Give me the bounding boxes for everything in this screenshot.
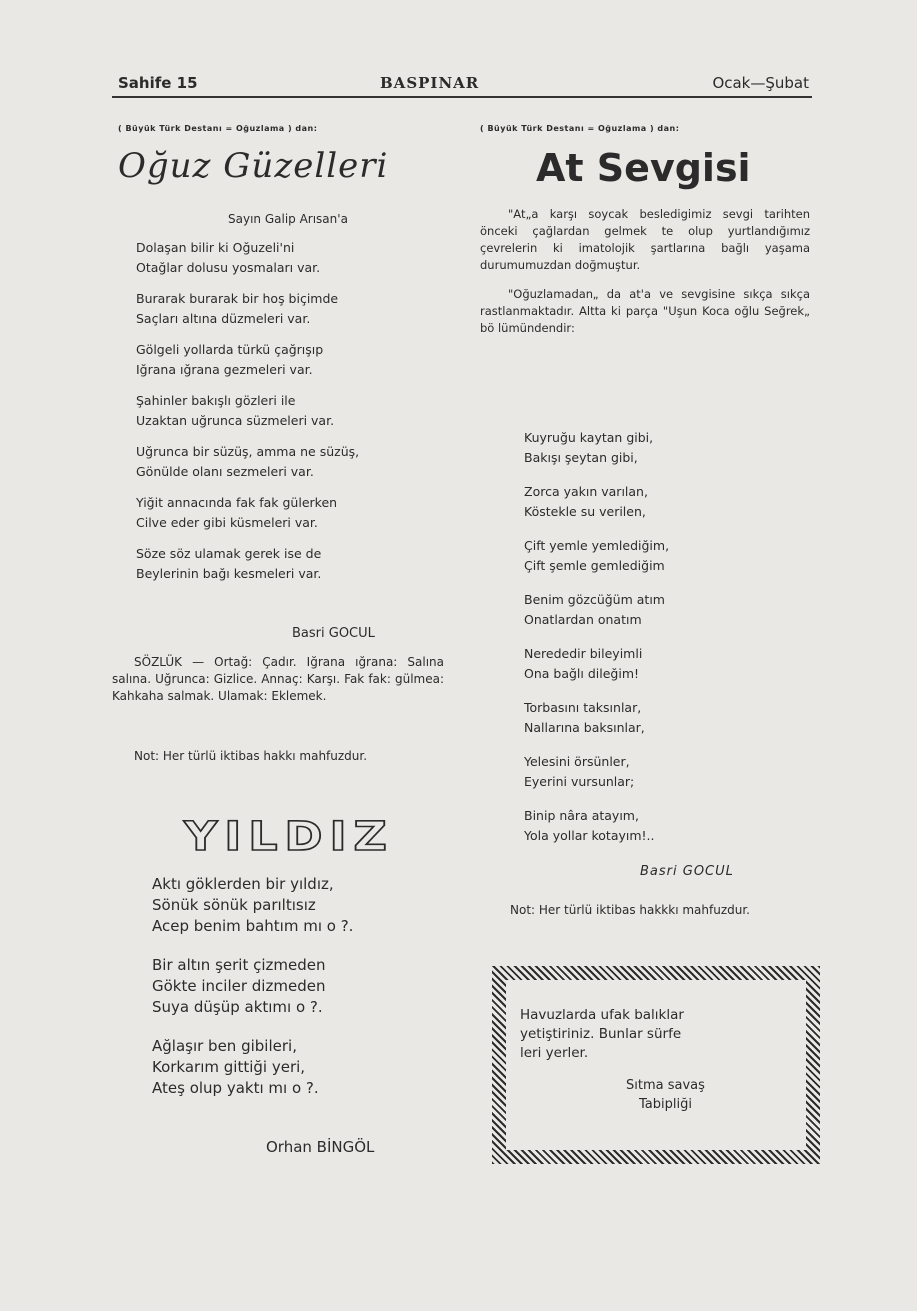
author-signature: Orhan BİNGÖL [266, 1138, 375, 1156]
verse-line: Nerededir bileyimli [524, 646, 643, 661]
author-signature: Basri GOCUL [640, 864, 734, 879]
verse-line: Uğrunca bir süzüş, amma ne süzüş, [136, 444, 360, 459]
stanza [524, 428, 669, 468]
verse-line: Suya düşüp aktımı o ?. [152, 998, 323, 1016]
article-intro [480, 206, 810, 349]
verse-line: Yelesini örsünler, [524, 754, 630, 769]
verse-line: Söze söz ulamak gerek ise de [136, 546, 322, 561]
copyright-note [112, 748, 442, 765]
stanza [524, 752, 669, 792]
stanza [524, 698, 669, 738]
notice-line: yetiştiriniz. Bunlar sürfe [520, 1026, 682, 1042]
verse-line: Şahinler bakışlı gözleri ile [136, 393, 296, 408]
article-title-at-sevgisi: At Sevgisi [536, 146, 751, 190]
verse-line: Iğrana ığrana gezmeleri var. [136, 362, 313, 377]
copyright-note-text: Not: Her türlü iktibas hakkı mahfuzdur. [134, 749, 368, 763]
page-header [118, 74, 809, 96]
verse-line: Bakışı şeytan gibi, [524, 450, 638, 465]
stanza [524, 536, 669, 576]
notice-text [520, 1006, 684, 1063]
glossary [112, 654, 444, 705]
verse-line: Binip nâra atayım, [524, 808, 639, 823]
stanza [524, 644, 669, 684]
verse-line: Gölgeli yollarda türkü çağrışıp [136, 342, 324, 357]
public-notice-box [492, 966, 820, 1164]
verse-line: Torbasını taksınlar, [524, 700, 642, 715]
verse-line: Otağlar dolusu yosmaları var. [136, 260, 321, 275]
notice-sign-line: Sıtma savaş [626, 1078, 705, 1093]
stanza [136, 289, 359, 329]
notice-line: Havuzlarda ufak balıklar [520, 1007, 684, 1023]
verse-line: Beylerinin bağı kesmeleri var. [136, 566, 322, 581]
header-rule [112, 96, 812, 98]
verse-line: Zorca yakın varılan, [524, 484, 648, 499]
stanza [524, 590, 669, 630]
verse-line: Yola yollar kotayım!.. [524, 828, 655, 843]
verse-line: Nallarına baksınlar, [524, 720, 645, 735]
stanza [136, 391, 359, 431]
verse-line: Aktı göklerden bir yıldız, [152, 875, 334, 893]
notice-signature [626, 1076, 705, 1114]
verse-line: Bir altın şerit çizmeden [152, 956, 326, 974]
verse-line: Ona bağlı dileğim! [524, 666, 640, 681]
poem-oguz-guzelleri [136, 238, 359, 595]
verse-line: Saçları altına düzmeleri var. [136, 311, 311, 326]
stanza [136, 493, 359, 533]
verse-line: Dolaşan bilir ki Oğuzeli'ni [136, 240, 295, 255]
poem-title-yildiz: YILDIZ [184, 814, 394, 860]
verse-line: Benim gözcüğüm atım [524, 592, 665, 607]
verse-line: Acep benim bahtım mı o ?. [152, 917, 354, 935]
dedication: Sayın Galip Arısan'a [228, 212, 348, 226]
verse-line: Eyerini vursunlar; [524, 774, 635, 789]
verse-line: Çift yemle yemlediğim, [524, 538, 670, 553]
stanza [152, 955, 353, 1018]
stanza [524, 482, 669, 522]
verse-line: Uzaktan uğrunca süzmeleri var. [136, 413, 335, 428]
verse-line: Yiğit annacında fak fak gülerken [136, 495, 338, 510]
verse-line: Ateş olup yaktı mı o ?. [152, 1079, 319, 1097]
notice-sign-line: Tabipliği [638, 1097, 692, 1112]
verse-line: Burarak burarak bir hoş biçimde [136, 291, 339, 306]
copyright-note [480, 902, 810, 919]
intro-paragraph: "Oğuzlamadan„ da at'a ve sevgisine sıkça sıkça rastlanmaktadır. Altta ki parça "Uşun Koca oğlu Seğrek„ bö lümündendir: [480, 287, 810, 335]
verse-line: Onatlardan onatım [524, 612, 642, 627]
poem-yildiz [152, 874, 353, 1117]
stanza [136, 544, 359, 584]
verse-line: Sönük sönük parıltısız [152, 896, 316, 914]
poem-at-sevgisi [524, 428, 669, 860]
stanza [136, 238, 359, 278]
stanza [152, 1036, 353, 1099]
right-section-head: ( Büyük Türk Destanı = Oğuzlama ) dan: [480, 124, 680, 133]
intro-paragraph: "At„a karşı soycak besledigimiz sevgi tarihten önceki çağlardan gelmek te olup yurtlandığımız çevrelerin ki imatolojik şartlarına bağlı yaşama durumumuzdan doğmuştur. [480, 207, 810, 272]
verse-line: Köstekle su verilen, [524, 504, 646, 519]
page-number: Sahife 15 [118, 74, 198, 92]
author-signature: Basri GOCUL [292, 626, 375, 641]
stanza [152, 874, 353, 937]
glossary-text: SÖZLÜK — Ortağ: Çadır. Iğrana ığrana: Salına salına. Uğrunca: Gizlice. Annaç: Karşı. Fak fak: gülmea: Kahkaha salmak. Ulamak: Eklemek. [112, 655, 444, 703]
issue-date: Ocak—Şubat [712, 74, 809, 92]
notice-line: leri yerler. [520, 1045, 589, 1061]
poem-title-oguz: Oğuz Güzelleri [118, 146, 389, 186]
left-section-head: ( Büyük Türk Destanı = Oğuzlama ) dan: [118, 124, 318, 133]
verse-line: Cilve eder gibi küsmeleri var. [136, 515, 318, 530]
verse-line: Gönülde olanı sezmeleri var. [136, 464, 314, 479]
stanza [136, 340, 359, 380]
verse-line: Ağlaşır ben gibileri, [152, 1037, 297, 1055]
copyright-note-text: Not: Her türlü iktibas hakkkı mahfuzdur. [510, 903, 750, 917]
stanza [524, 806, 669, 846]
journal-name: BASPINAR [380, 74, 480, 92]
stanza [136, 442, 359, 482]
verse-line: Korkarım gittiği yeri, [152, 1058, 306, 1076]
verse-line: Kuyruğu kaytan gibi, [524, 430, 654, 445]
verse-line: Gökte inciler dizmeden [152, 977, 326, 995]
verse-line: Çift şemle gemlediğim [524, 558, 665, 573]
